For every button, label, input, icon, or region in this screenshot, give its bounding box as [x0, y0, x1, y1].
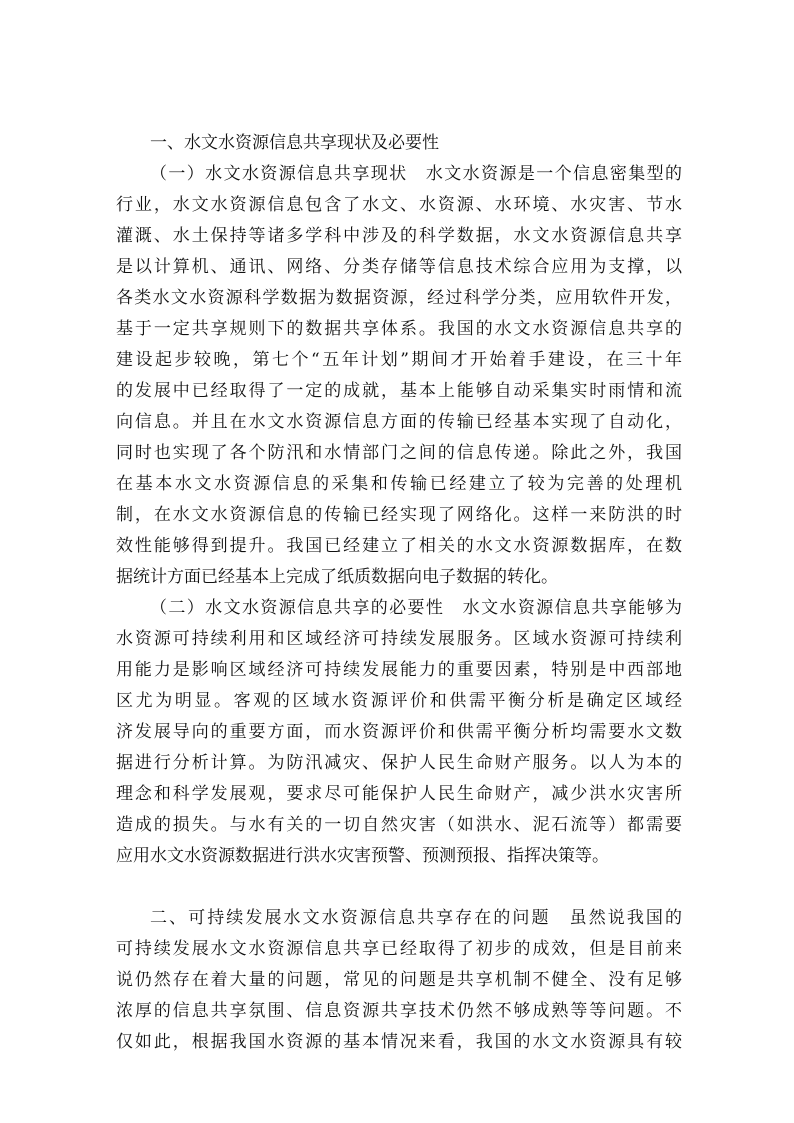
text-line: 同时也实现了各个防汛和水情部门之间的信息传递。除此之外，我国 — [116, 443, 682, 463]
section-heading-1: 一、水文水资源信息共享现状及必要性 — [150, 133, 439, 153]
text-line: 区尤为明显。客观的区域水资源评价和供需平衡分析是确定区域经 — [116, 691, 682, 711]
section-heading-2: 二、可持续发展水文水资源信息共享存在的问题 虽然说我国的 — [150, 908, 682, 928]
text-line: 据进行分析计算。为防汛减灾、保护人民生命财产服务。以人为本的 — [116, 753, 682, 773]
text-line: 理念和科学发展观，要求尽可能保护人民生命财产，减少洪水灾害所 — [116, 784, 682, 804]
text-line: 制，在水文水资源信息的传输已经实现了网络化。这样一来防洪的时 — [116, 505, 682, 525]
text-line: 各类水文水资源科学数据为数据资源，经过科学分类，应用软件开发， — [116, 288, 682, 308]
text-line: 基于一定共享规则下的数据共享体系。我国的水文水资源信息共享的 — [116, 319, 682, 339]
text-line: 向信息。并且在水文水资源信息方面的传输已经基本实现了自动化， — [116, 412, 682, 432]
text-line: 用能力是影响区域经济可持续发展能力的重要因素，特别是中西部地 — [116, 660, 682, 680]
text-line: 应用水文水资源数据进行洪水灾害预警、预测预报、指挥决策等。 — [116, 846, 609, 866]
text-line: 可持续发展水文水资源信息共享已经取得了初步的成效，但是目前来 — [116, 939, 682, 959]
subsection-heading-1-2: （二）水文水资源信息共享的必要性 水文水资源信息共享能够为 — [150, 598, 682, 618]
text-line: 灌溉、水土保持等诸多学科中涉及的科学数据，水文水资源信息共享 — [116, 226, 682, 246]
text-line: 据统计方面已经基本上完成了纸质数据向电子数据的转化。 — [116, 567, 558, 587]
subsection-heading-1-1: （一）水文水资源信息共享现状 水文水资源是一个信息密集型的 — [150, 164, 682, 184]
text-line: 效性能够得到提升。我国已经建立了相关的水文水资源数据库，在数 — [116, 536, 682, 556]
text-line: 水资源可持续利用和区域经济可持续发展服务。区域水资源可持续利 — [116, 629, 682, 649]
text-line: 行业，水文水资源信息包含了水文、水资源、水环境、水灾害、节水 — [116, 195, 682, 215]
text-line: 建设起步较晚，第七个“五年计划”期间才开始着手建设，在三十年 — [116, 350, 682, 370]
text-line: 是以计算机、通讯、网络、分类存储等信息技术综合应用为支撑，以 — [116, 257, 682, 277]
text-line: 的发展中已经取得了一定的成就，基本上能够自动采集实时雨情和流 — [116, 381, 682, 401]
text-line: 造成的损失。与水有关的一切自然灾害（如洪水、泥石流等）都需要 — [116, 815, 682, 835]
text-line: 浓厚的信息共享氛围、信息资源共享技术仍然不够成熟等等问题。不 — [116, 1001, 682, 1021]
text-line: 说仍然存在着大量的问题，常见的问题是共享机制不健全、没有足够 — [116, 970, 682, 990]
text-line: 仅如此，根据我国水资源的基本情况来看，我国的水文水资源具有较 — [116, 1032, 682, 1052]
text-line: 在基本水文水资源信息的采集和传输已经建立了较为完善的处理机 — [116, 474, 682, 494]
text-line: 济发展导向的重要方面，而水资源评价和供需平衡分析均需要水文数 — [116, 722, 682, 742]
